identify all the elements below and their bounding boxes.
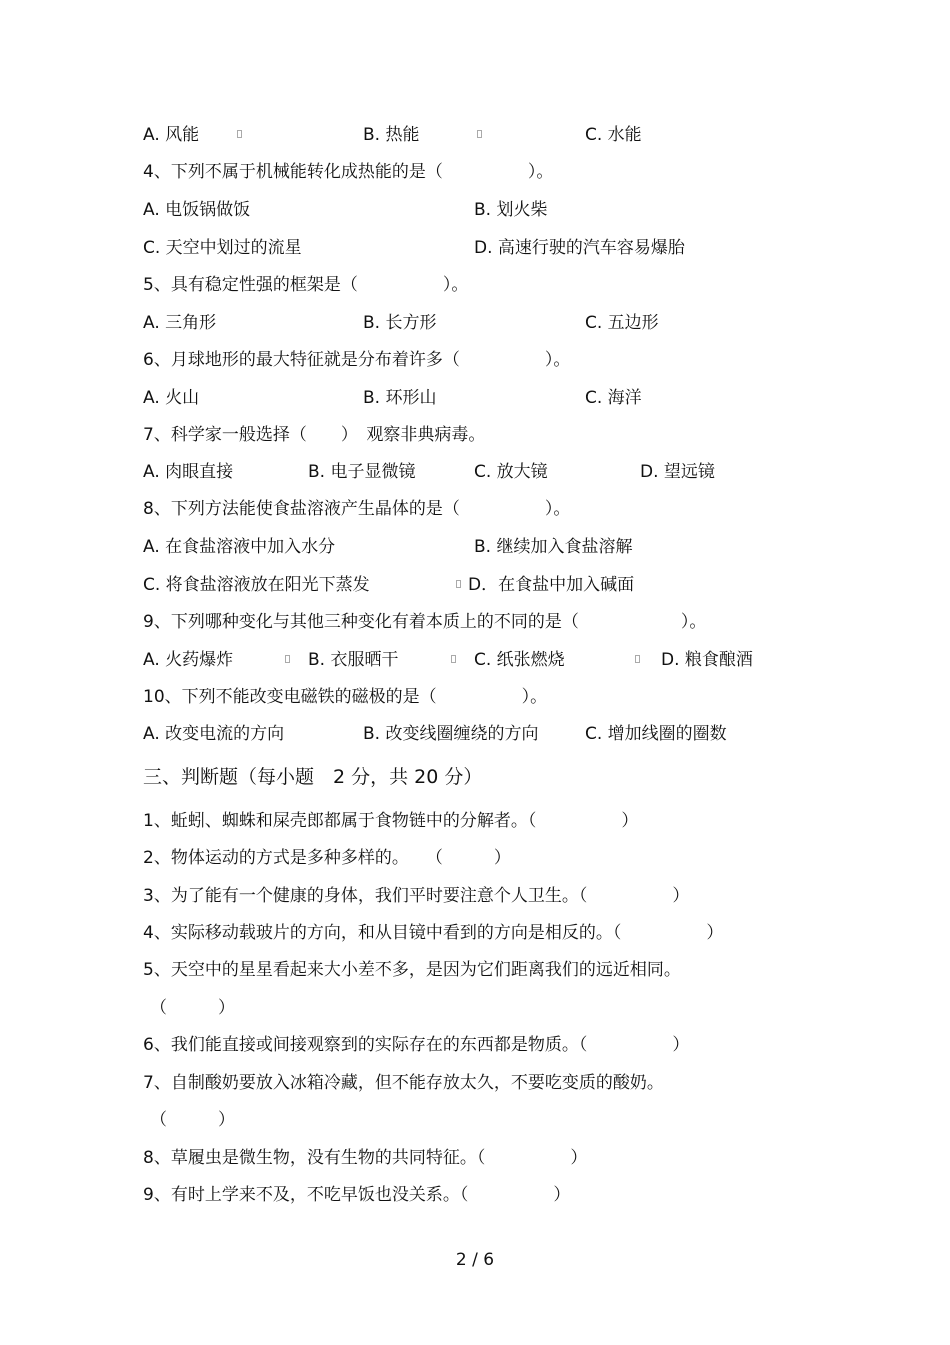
judge-item: 9、有时上学来不及，不吃早饭也没关系。（ ） — [143, 1185, 571, 1205]
q10-stem: 10、下列不能改变电磁铁的磁极的是（ ）。 — [143, 687, 548, 707]
q10-option-c: C. 增加线圈的圈数 — [585, 724, 727, 744]
judge-item: 5、天空中的星星看起来大小差不多，是因为它们距离我们的远近相同。 — [143, 960, 681, 980]
judge-item: 4、实际移动载玻片的方向，和从目镜中看到的方向是相反的。（ ） — [143, 923, 724, 943]
q3-option-b: B. 热能 — [363, 125, 420, 145]
placeholder-box-icon — [451, 655, 456, 663]
q3-option-c: C. 水能 — [585, 125, 642, 145]
q8-option-c: C. 将食盐溶液放在阳光下蒸发 — [143, 575, 370, 595]
q9-option-a: A. 火药爆炸 — [143, 650, 234, 670]
judge-item: 8、草履虫是微生物，没有生物的共同特征。（ ） — [143, 1148, 588, 1168]
q6-option-c: C. 海洋 — [585, 388, 642, 408]
q9-option-b: B. 衣服晒干 — [308, 650, 399, 670]
q10-option-b: B. 改变线圈缠绕的方向 — [363, 724, 539, 744]
q4-stem: 4、下列不属于机械能转化成热能的是（ ）。 — [143, 162, 554, 182]
placeholder-box-icon — [285, 655, 290, 663]
q7-option-b: B. 电子显微镜 — [308, 462, 416, 482]
q9-option-c: C. 纸张燃烧 — [474, 650, 565, 670]
q5-option-a: A. 三角形 — [143, 313, 217, 333]
q4-option-d: D. 高速行驶的汽车容易爆胎 — [474, 238, 685, 258]
q6-stem: 6、月球地形的最大特征就是分布着许多（ ）。 — [143, 350, 571, 370]
judge-item: 7、自制酸奶要放入冰箱冷藏，但不能存放太久，不要吃变质的酸奶。 — [143, 1073, 664, 1093]
q7-option-c: C. 放大镜 — [474, 462, 548, 482]
q5-option-b: B. 长方形 — [363, 313, 437, 333]
section-heading: 三、判断题（每小题 2 分，共 20 分） — [143, 766, 483, 788]
q7-option-d: D. 望远镜 — [640, 462, 715, 482]
placeholder-box-icon — [635, 655, 640, 663]
q7-option-a: A. 肉眼直接 — [143, 462, 234, 482]
q10-option-a: A. 改变电流的方向 — [143, 724, 285, 744]
q4-option-c: C. 天空中划过的流星 — [143, 238, 302, 258]
q8-option-d: D．在食盐中加入碱面 — [468, 575, 635, 595]
judge-item: 1、蚯蚓、蜘蛛和屎壳郎都属于食物链中的分解者。（ ） — [143, 811, 639, 831]
q3-option-a: A. 风能 — [143, 125, 200, 145]
placeholder-box-icon — [237, 130, 242, 138]
q9-option-d: D. 粮食酿酒 — [661, 650, 753, 670]
q6-option-b: B. 环形山 — [363, 388, 437, 408]
q4-option-a: A. 电饭锅做饭 — [143, 200, 251, 220]
q9-stem: 9、下列哪种变化与其他三种变化有着本质上的不同的是（ ）。 — [143, 612, 707, 632]
q8-stem: 8、下列方法能使食盐溶液产生晶体的是（ ）。 — [143, 499, 571, 519]
q5-option-c: C. 五边形 — [585, 313, 659, 333]
q5-stem: 5、具有稳定性强的框架是（ ）。 — [143, 275, 469, 295]
placeholder-box-icon — [456, 580, 461, 588]
judge-item: 3、为了能有一个健康的身体，我们平时要注意个人卫生。（ ） — [143, 886, 690, 906]
placeholder-box-icon — [477, 130, 482, 138]
judge-item: 6、我们能直接或间接观察到的实际存在的东西都是物质。（ ） — [143, 1035, 690, 1055]
q8-option-a: A. 在食盐溶液中加入水分 — [143, 537, 336, 557]
judge-item-blank: （ ） — [150, 998, 235, 1018]
q4-option-b: B. 划火柴 — [474, 200, 548, 220]
judge-item-blank: （ ） — [150, 1110, 235, 1130]
judge-item: 2、物体运动的方式是多种多样的。 （ ） — [143, 848, 511, 868]
q6-option-a: A. 火山 — [143, 388, 200, 408]
q8-option-b: B. 继续加入食盐溶解 — [474, 537, 633, 557]
q7-stem: 7、科学家一般选择（ ） 观察非典病毒。 — [143, 425, 486, 445]
page-number: 2 / 6 — [455, 1250, 495, 1270]
